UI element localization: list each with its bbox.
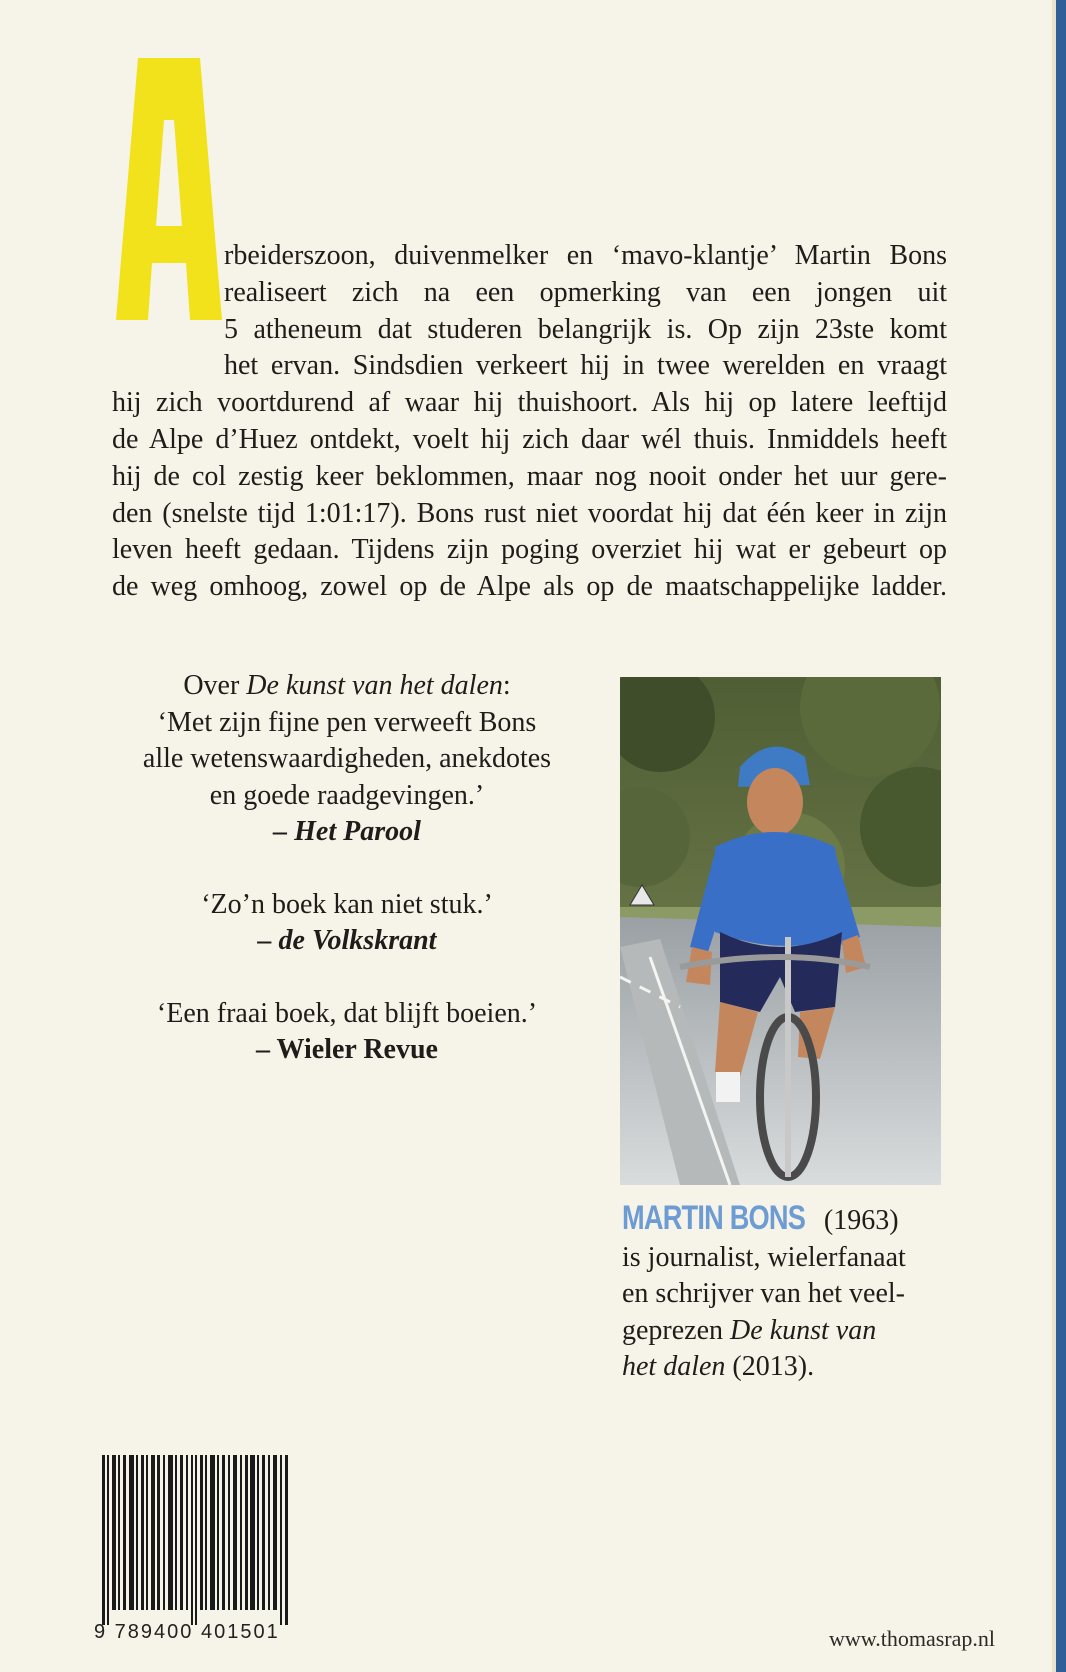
author-bio-line-4-suffix: (2013).: [725, 1351, 815, 1382]
author-heading: [622, 1200, 962, 1240]
isbn-number: 9 789400 401501: [94, 1621, 280, 1643]
quote-1-source: – Het Parool: [273, 816, 421, 847]
blurb-line-2: realiseert zich na een opmerking van een jongen uit: [224, 276, 947, 308]
quote-1-line-3: en goede raadgevingen.’: [209, 779, 485, 811]
barcode-bars: [102, 1455, 292, 1625]
author-bio-book-title-2: het dalen: [622, 1351, 726, 1382]
quote-intro: [112, 668, 582, 705]
quote-1-line-2: alle wetenswaardigheden, anekdotes: [142, 743, 552, 774]
quote-2-source: – de Volkskrant: [257, 925, 437, 956]
quote-3-source: – Wieler Revue: [256, 1034, 438, 1065]
blurb-line-3: 5 atheneum dat studeren belangrijk is. Op zijn 23ste komt: [224, 313, 947, 345]
author-bio-book-title-1: De kunst van: [730, 1314, 877, 1346]
author-bio: [622, 1200, 962, 1386]
quote-intro-suffix: :: [502, 670, 511, 701]
publisher-website: www.thomasrap.nl: [829, 1626, 995, 1651]
author-bio-line-4: [622, 1349, 962, 1386]
author-year: (1963): [823, 1205, 899, 1236]
blurb-line-1: rbeiderszoon, duivenmelker en ‘mavo-klantje’ Martin Bons: [224, 240, 947, 271]
blurb-line-6: de Alpe d’Huez ontdekt, voelt hij zich daar wél thuis. Inmiddels heeft: [112, 423, 947, 455]
author-bio-line-2: en schrijver van het veel-: [622, 1278, 905, 1309]
quote-intro-title: De kunst van het dalen: [246, 670, 503, 701]
quote-intro-prefix: Over: [183, 670, 247, 701]
blurb-line-7: hij de col zestig keer beklommen, maar nog nooit onder het uur gere-: [112, 460, 947, 492]
blurb-line-10: de weg omhoog, zowel op de Alpe als op de maatschappelijke ladder.: [112, 571, 947, 603]
quote-3-line: ‘Een fraai boek, dat blijft boeien.’: [156, 997, 538, 1029]
review-quotes: [112, 668, 582, 1069]
blurb-line-9: leven heeft gedaan. Tijdens zijn poging overziet hij wat er gebeurt op: [112, 534, 947, 566]
author-name: MARTIN BONS: [622, 1199, 806, 1237]
author-bio-line-3-prefix: geprezen: [622, 1314, 731, 1346]
author-bio-line-3: [622, 1313, 962, 1350]
blurb-line-5: hij zich voortdurend af waar hij thuishoort. Als hij op latere leeftijd: [112, 387, 947, 419]
quote-2-line: ‘Zo’n boek kan niet stuk.’: [201, 888, 493, 920]
cyclist-photo-illustration: [620, 677, 941, 1185]
cover-spine-edge: [1056, 0, 1066, 1672]
blurb-line-4: het ervan. Sindsdien verkeert hij in twee werelden en vraagt: [224, 350, 947, 382]
blurb-line-8: den (snelste tijd 1:01:17). Bons rust niet voordat hij dat één keer in zijn: [112, 497, 947, 529]
author-bio-line-1: is journalist, wielerfanaat: [622, 1241, 906, 1273]
quote-1-line-1: ‘Met zijn fijne pen verweeft Bons: [157, 706, 537, 738]
author-photo: [620, 677, 941, 1185]
blurb-text: [112, 238, 947, 606]
